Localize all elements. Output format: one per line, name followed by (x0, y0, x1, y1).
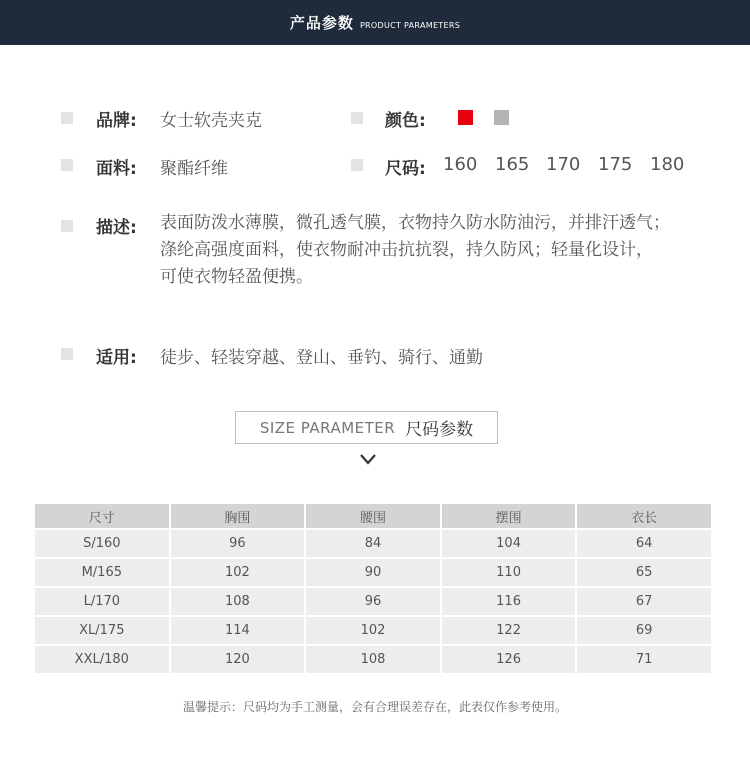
desc-text (160, 210, 730, 291)
table-cell: 90 (305, 558, 441, 587)
table-cell: 96 (170, 529, 306, 558)
table-header: 衣长 (576, 503, 712, 529)
footnote: 温馨提示：尺码均为手工测量，会有合理误差存在，此表仅作参考使用。 (182, 700, 567, 714)
fabric-label: 面料: (96, 159, 137, 179)
table-cell: 120 (170, 645, 306, 674)
table-row (34, 645, 712, 674)
table-cell: 67 (576, 587, 712, 616)
table-cell: 104 (441, 529, 577, 558)
table-cell: 114 (170, 616, 306, 645)
header-title-en: PRODUCT PARAMETERS (359, 21, 461, 30)
size-parameter-box (235, 411, 498, 444)
desc-line: 表面防泼水薄膜，微孔透气膜，衣物持久防水防油污，并排汗透气； (160, 213, 670, 233)
size-option[interactable]: 160 (443, 154, 478, 175)
bullet-icon (61, 112, 73, 124)
brand-label: 品牌: (96, 111, 137, 131)
size-table (33, 502, 713, 675)
table-header: 尺寸 (34, 503, 170, 529)
color-label: 颜色: (385, 111, 426, 131)
size-parameter-title-en: SIZE PARAMETER (259, 418, 396, 437)
usage-value: 徒步、轻装穿越、登山、垂钓、骑行、通勤 (160, 348, 483, 368)
desc-label: 描述: (96, 218, 137, 238)
bullet-icon (351, 112, 363, 124)
table-header: 腰围 (305, 503, 441, 529)
usage-label: 适用: (96, 348, 137, 368)
color-swatch-red[interactable] (458, 110, 473, 125)
desc-line: 可使衣物轻盈便携。 (160, 267, 313, 287)
table-cell: M/165 (34, 558, 170, 587)
table-cell: XL/175 (34, 616, 170, 645)
size-label: 尺码: (385, 159, 426, 179)
size-option[interactable]: 170 (546, 154, 581, 175)
bullet-icon (61, 348, 73, 360)
table-cell: 96 (305, 587, 441, 616)
table-cell: 84 (305, 529, 441, 558)
size-option[interactable]: 175 (598, 154, 633, 175)
table-header: 胸围 (170, 503, 306, 529)
table-row (34, 587, 712, 616)
desc-line: 涤纶高强度面料，使衣物耐冲击抗抗裂，持久防风；轻量化设计， (160, 240, 653, 260)
bullet-icon (61, 159, 73, 171)
table-cell: 65 (576, 558, 712, 587)
table-cell: 126 (441, 645, 577, 674)
brand-value: 女士软壳夹克 (160, 111, 262, 131)
table-row (34, 558, 712, 587)
table-cell: 108 (305, 645, 441, 674)
table-cell: 116 (441, 587, 577, 616)
table-cell: 102 (170, 558, 306, 587)
table-cell: XXL/180 (34, 645, 170, 674)
size-option[interactable]: 180 (650, 154, 685, 175)
table-cell: 69 (576, 616, 712, 645)
table-row (34, 616, 712, 645)
table-header-row (34, 503, 712, 529)
table-header: 摆围 (441, 503, 577, 529)
table-cell: 64 (576, 529, 712, 558)
chevron-down-icon (359, 452, 377, 466)
bullet-icon (61, 220, 73, 232)
table-cell: 71 (576, 645, 712, 674)
table-cell: S/160 (34, 529, 170, 558)
table-cell: 108 (170, 587, 306, 616)
color-swatch-gray[interactable] (494, 110, 509, 125)
table-cell: 122 (441, 616, 577, 645)
header-bar (0, 0, 750, 45)
table-cell: 110 (441, 558, 577, 587)
size-option[interactable]: 165 (495, 154, 530, 175)
table-cell: 102 (305, 616, 441, 645)
table-cell: L/170 (34, 587, 170, 616)
bullet-icon (351, 159, 363, 171)
header-title-cn: 产品参数 (289, 14, 354, 32)
table-row (34, 529, 712, 558)
fabric-value: 聚酯纤维 (160, 159, 228, 179)
size-parameter-title-cn: 尺码参数 (405, 420, 474, 440)
